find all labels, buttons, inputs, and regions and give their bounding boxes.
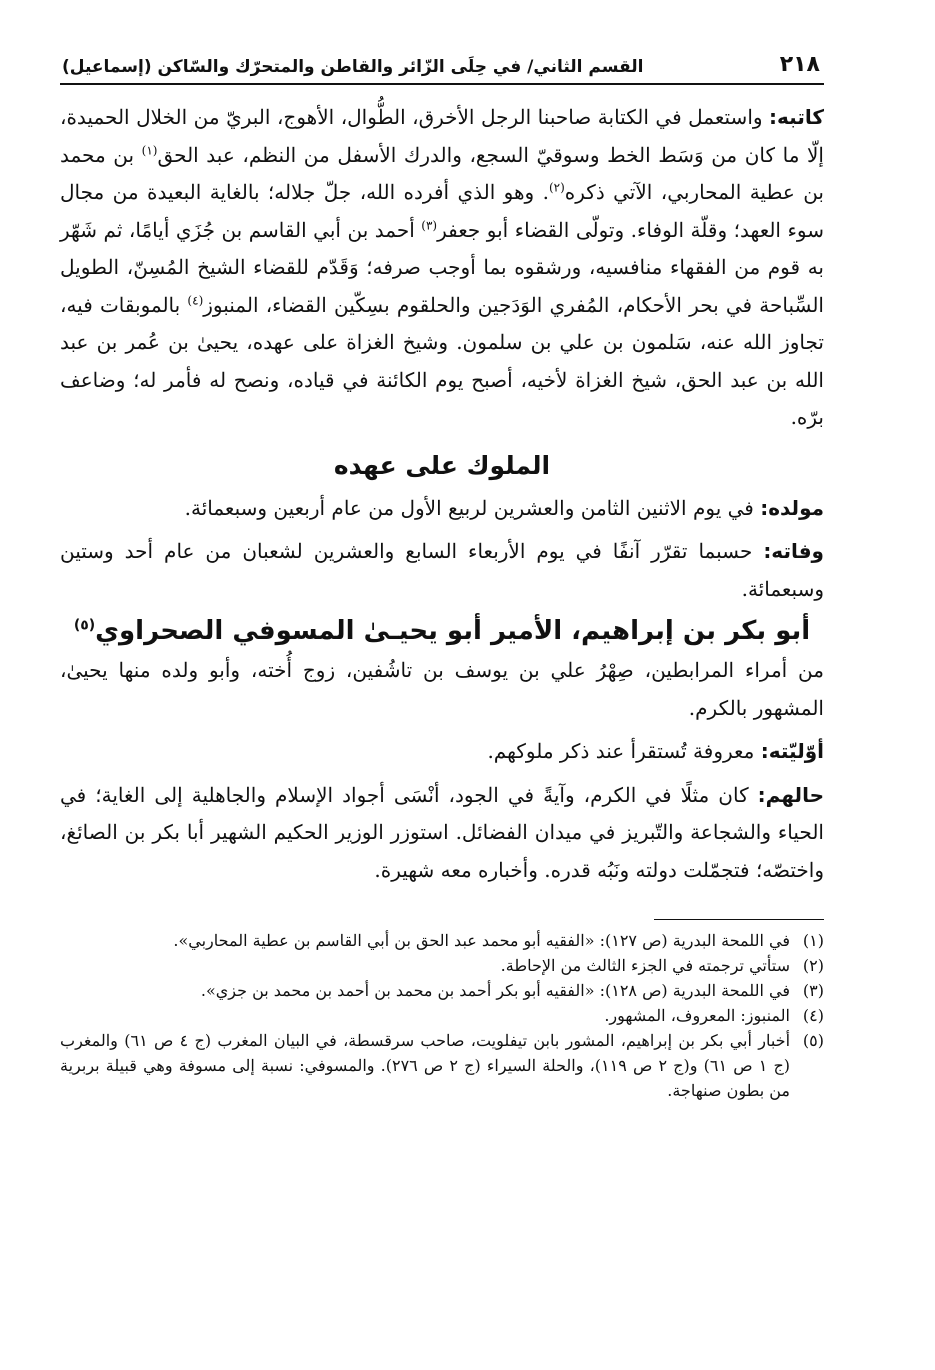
katib-text-1: واستعمل في الكتابة صاحبنا الرجل الأخرق، الطُّوال، الأهوج، البريّ من الخلال الحميدة، إلّا ما كان من وَسَط الخط وسوقيّ السجع، والدرك الأسفل من النظم، عبد الحق: [60, 105, 824, 167]
page-header: [60, 52, 824, 81]
haluhum-lead: حالهم:: [757, 782, 824, 807]
running-title: القسم الثاني/ في حِلَى الزّائر والقاطن والمتحرّك والسّاكن (إسماعيل): [62, 57, 644, 77]
footnote-number: (٣): [802, 981, 824, 1000]
footnote-number: (٢): [802, 956, 824, 975]
katib-text-3: . وهو الذي أفرده الله، جلّ جلاله؛ بالغاية البعيدة من مجال سوء العهد؛ وقلّة الوفاء. وتولّى القضاء أبو جعفر: [60, 180, 824, 242]
footnote-text: في اللمحة البدرية (ص ١٢٨): «الفقيه أبو بكر أحمد بن محمد بن أحمد بن محمد بن جزي».: [200, 981, 790, 1000]
awwaliyya-text: معروفة تُستقرأ عند ذكر ملوكهم.: [487, 739, 761, 763]
bio-intro-paragraph: من أمراء المرابطين، صِهْرُ علي بن يوسف بن تاشُفين، زوج أُخته، وأبو ولده منها يحيىٰ، المشهور بالكرم.: [60, 658, 824, 720]
wafat-lead: وفاته:: [763, 539, 824, 563]
footnote-ref-2[interactable]: (٢): [548, 180, 565, 195]
katib-text-5: بالموبقات فيه، تجاوز الله عنه، سَلمون بن علي بن سلمون. وشيخ الغزاة على عهده، يحيىٰ بن عُمر بن عبد الله بن عبد الحق، شيخ الغزاة لأخيه، أصبح يوم الكائنة في قياده، ونصح له فأمر له؛ وضاعف برّه.: [60, 292, 824, 429]
header-rule: [60, 83, 824, 85]
footnote-2: [60, 953, 824, 978]
footnote-number: (٥): [802, 1031, 824, 1050]
katib-text-4: أحمد بن أبي القاسم بن جُزَي أيامًا، ثم شَهّر به قوم من الفقهاء منافسيه، ورشقوه بما أوجب صرفه؛ وَقَدّم للقضاء الشيخ المُسِنّ، الطويل السِّباحة في بحر الأحكام، المُفري الوَدَجين والحلقوم بسِكّين القضاء، المنبوز: [60, 217, 824, 317]
footnote-text: أخبار أبي بكر بن إبراهيم، المشور بابن تيفلويت، صاحب سرقسطة، في البيان المغرب (ج ٤ ص ٦١) والمغرب (ج ١ ص ٦١) و(ج ٢ ص ١١٩)، والحلة السيراء (ج ٢ ص ٢٧٦). والمسوفي: نسبة إلى مسوفة وهي قبيلة بربرية من بطون صنهاجة.: [60, 1031, 791, 1100]
footnote-5: [60, 1028, 824, 1103]
footnote-ref-3[interactable]: (٣): [421, 217, 438, 232]
book-page: [60, 52, 824, 1103]
footnote-number: (٤): [802, 1006, 824, 1025]
katib-paragraph: [60, 99, 824, 437]
wafat-paragraph: [60, 533, 824, 608]
section-heading-kings: الملوك على عهده: [333, 450, 551, 480]
footnote-ref-5[interactable]: (٥): [73, 617, 96, 634]
mawlid-paragraph: [60, 490, 824, 528]
footnote-number: (١): [802, 931, 824, 950]
wafat-text: حسبما تقرّر آنفًا في يوم الأربعاء السابع والعشرين لشعبان من عام أحد وستين وسبعمائة.: [60, 539, 824, 601]
footnote-3: [60, 978, 824, 1003]
page-number: ٢١٨: [779, 52, 820, 77]
katib-lead: كاتبه:: [769, 105, 824, 129]
haluhum-paragraph: [60, 777, 824, 890]
footnote-4: [60, 1003, 824, 1028]
footnote-ref-4[interactable]: (٤): [187, 292, 204, 307]
haluhum-text: كان مثلًا في الكرم، وآيةً في الجود، أنْسَى أجواد الإسلام والجاهلية إلى الغاية؛ في الحياء والشجاعة والتّبريز في ميدان الفضائل. استوزر الوزير الحكيم الشهير أبا بكر بن الصائغ، واختصّه؛ فتجمّلت دولته ونَبُه قدره. وأخباره معه شهيرة.: [60, 782, 824, 882]
awwaliyya-lead: أوّليّته:: [760, 739, 824, 763]
biography-heading: [60, 616, 824, 646]
awwaliyya-paragraph: [60, 733, 824, 771]
footnote-text: ستأتي ترجمته في الجزء الثالث من الإحاطة.: [500, 956, 790, 975]
footnote-ref-1[interactable]: (١): [141, 142, 158, 157]
mawlid-text: في يوم الاثنين الثامن والعشرين لربيع الأول من عام أربعين وسبعمائة.: [184, 495, 761, 520]
mawlid-lead: مولده:: [760, 495, 824, 520]
biography-heading-text: أبو بكر بن إبراهيم، الأمير أبو يحيـىٰ المسوفي الصحراوي: [95, 616, 811, 646]
katib-text-2: بن محمد بن عطية المحاربي، الآتي ذكره: [60, 142, 824, 204]
footnote-rule: [654, 919, 824, 920]
footnote-1: [60, 928, 824, 953]
footnote-text: في اللمحة البدرية (ص ١٢٧): «الفقيه أبو محمد عبد الحق بن أبي القاسم بن عطية المحاربي».: [173, 931, 790, 950]
footnote-text: المنبوز: المعروف، المشهور.: [604, 1006, 790, 1025]
footnotes: [60, 928, 824, 1103]
